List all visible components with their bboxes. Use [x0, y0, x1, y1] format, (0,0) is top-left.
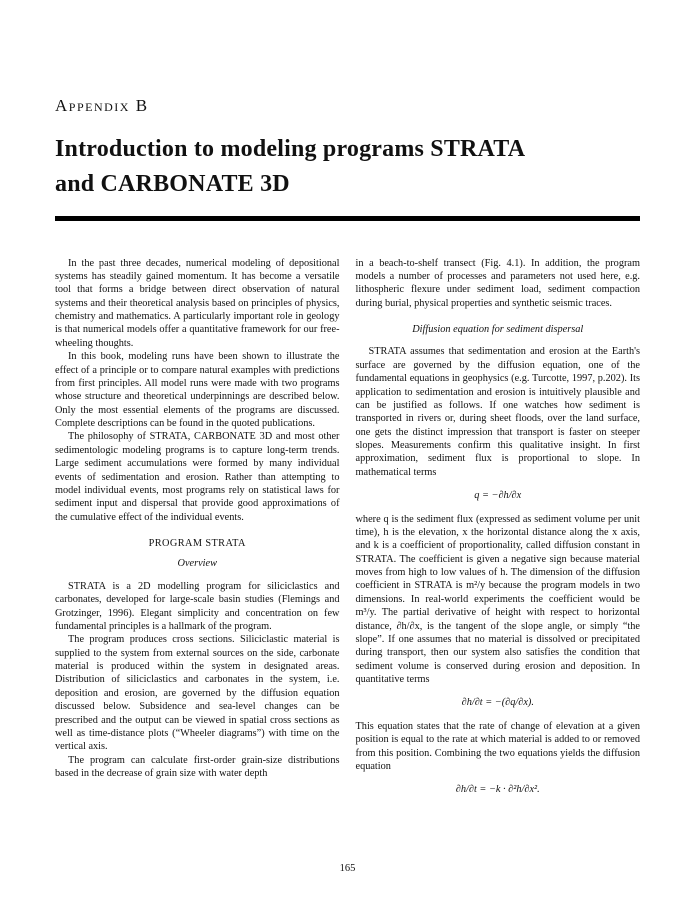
column-right [356, 257, 641, 807]
paragraph-diffusion-3: This equation states that the rate of change of elevation at a given position is equal to the rate at which material is added to or removed from this position. Combining the two equations yields the diffusion equation [355, 720, 640, 772]
section-heading-program-strata: PROGRAM STRATA [148, 538, 246, 550]
equation-flux: q = −∂h/∂x [474, 490, 522, 502]
divider-rule [55, 216, 640, 221]
equation-conservation: ∂h/∂t = −(∂q/∂x). [461, 697, 534, 709]
appendix-label: Appendix B [55, 96, 149, 115]
paragraph-diffusion-1: STRATA assumes that sedimentation and erosion at the Earth's surface are governed by the diffusion equation, one of the fundamental equations in geophysics (e.g. Turcotte, 1997, p.202). Its application to sedimentation and erosion is intuitively plausible and can be justified as follows. If one watches how sediment is transported in rivers or, during sheet floods, over the land surface, one gets the distinct impression that transport is faster on steeper slopes. Measurements confirm this qualitative insight. In first approximation, sediment flux is proportional to slope. In mathematical terms [355, 346, 640, 478]
subsection-heading-diffusion: Diffusion equation for sediment dispersal [412, 324, 584, 336]
paragraph-intro-3: The philosophy of STRATA, CARBONATE 3D and most other sedimentologic modeling programs is to capture long-term trends. Large sediment accumulations were formed by many individual events of sedimentation and erosion. Rather than attempting to model individual events, most programs rely on statistical laws for sediment input and dispersal that provide good approximations of the cumulative effect of the individual events. [55, 431, 340, 523]
paragraph-continuation: in a beach-to-shelf transect (Fig. 4.1). In addition, the program models a number of processes and parameters not used here, e.g. lithospheric flexure under sediment load, sediment compaction during burial, physical properties and synthetic seismic traces. [355, 257, 640, 309]
paragraph-diffusion-2: where q is the sediment flux (expressed as sediment volume per unit time), h is the elevation, x the horizontal distance along the x axis, and k is a coefficient of proportionality, called diffusion constant in STRATA. The coefficient is given a negative sign because material moves from high to low values of h. The dimension of the diffusion coefficient in STRATA is m²/y because the program models in two dimensions. In real-world experiments the coefficient would be m³/y. The partial derivative of height with respect to horizontal distance, ∂h/∂x, is the tangent of the slope angle, or simply “the slope”. If one assumes that no material is dissolved or precipitated during transport, then our system also satisfies the condition that sediment volume is conserved during erosion and deposition. In quantitative terms [355, 513, 640, 686]
column-left [55, 257, 340, 807]
paragraph-intro-1: In the past three decades, numerical modeling of depositional systems has steadily gained momentum. It has become a versatile tool that forms a bridge between direct observation of natural systems and their theoretical analysis based on principles of physics, chemistry and mathematics. A particularly important role in geology is that numerical models offer a quantitative framework for our free-wheeling thoughts. [55, 257, 340, 349]
paragraph-strata-3: The program can calculate first-order grain-size distributions based in the decrease of grain size with water depth [55, 754, 340, 780]
page-title-line-2: and CARBONATE 3D [55, 170, 290, 197]
subsection-heading-overview: Overview [177, 558, 217, 570]
page-number: 165 [339, 863, 356, 874]
paragraph-strata-1: STRATA is a 2D modelling program for siliciclastics and carbonates, developed for large-scale basin studies (Flemings and Grotzinger, 1996). Elegant simplicity and concentration on few fundamental principles is a hallmark of the program. [55, 580, 340, 632]
paragraph-intro-2: In this book, modeling runs have been shown to illustrate the effect of a principle or to compare natural examples with predictions from first principles. All model runs were made with two programs whose structure and theoretical underpinnings are described below. Only the most essential elements of the programs are discussed. Complete descriptions can be found in the quoted publications. [55, 351, 340, 430]
paragraph-strata-2: The program produces cross sections. Siliciclastic material is supplied to the system from external sources on the side, carbonate material is produced within the system in designated areas. Distribution of siliciclastics and carbonates in the system, i.e. deposition and erosion, are governed by the diffusion equation discussed below. Subsidence and sea-level changes can be prescribed and the output can be viewed in spatial cross sections as well as time-distance plots (“Wheeler diagrams”) with time on the vertical axis. [55, 634, 340, 753]
two-column-body [55, 257, 640, 807]
page-title-line-1: Introduction to modeling programs STRATA [55, 136, 526, 162]
equation-diffusion: ∂h/∂t = −k · ∂²h/∂x². [455, 784, 540, 796]
page-title [55, 132, 640, 202]
